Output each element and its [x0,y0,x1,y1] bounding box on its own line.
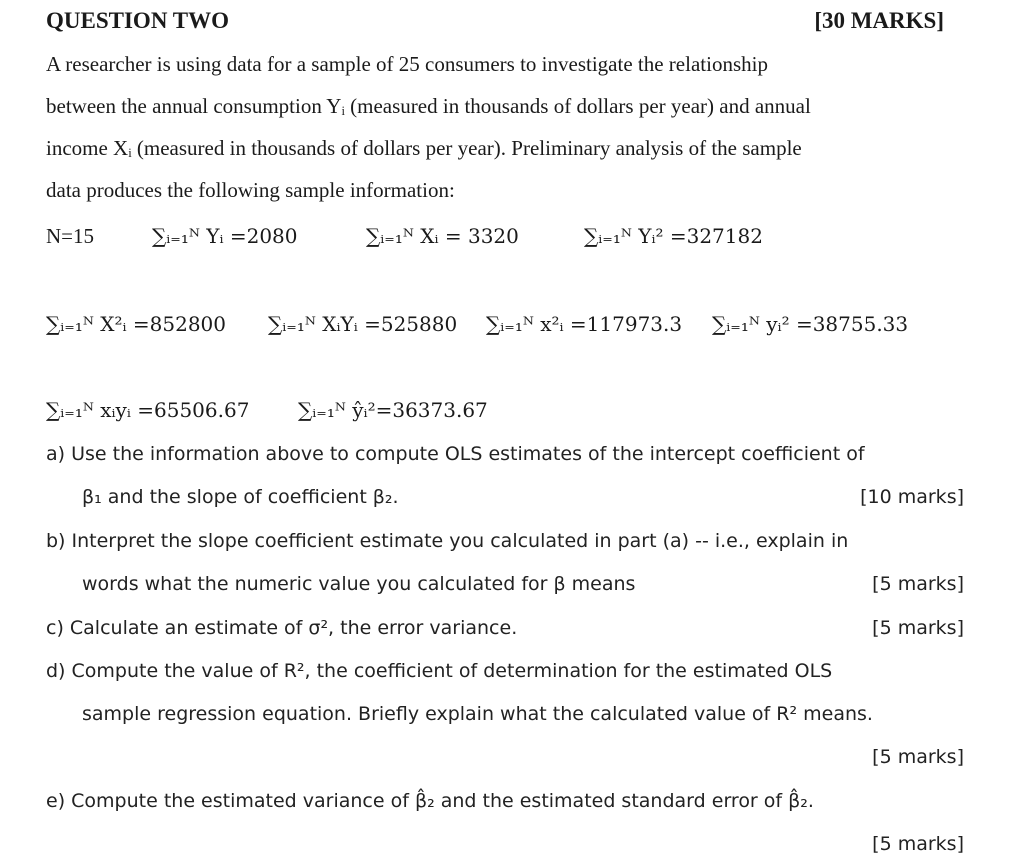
intro-line-3: income Xᵢ (measured in thousands of dollars per year). Preliminary analysis of the sample [46,136,802,160]
stat-sum-y: ∑ᵢ₌₁ᴺ Yᵢ =2080 [152,224,298,248]
total-marks: [30 MARKS] [814,8,944,33]
question-c-line-1: c) Calculate an estimate of σ², the error variance. [46,617,518,639]
question-a-line-1: a) Use the information above to compute OLS estimates of the intercept coefficient of [46,443,865,465]
stat-sum-x: ∑ᵢ₌₁ᴺ Xᵢ = 3320 [366,224,519,248]
stat-n: N=15 [46,224,95,248]
question-title: QUESTION TWO [46,8,229,33]
intro-line-1: A researcher is using data for a sample of 25 consumers to investigate the relationship [46,52,768,76]
intro-line-4: data produces the following sample information: [46,178,455,202]
question-d-line-1: d) Compute the value of R², the coefficient of determination for the estimated OLS [46,660,833,682]
intro-line-2: between the annual consumption Yᵢ (measured in thousands of dollars per year) and annual [46,94,811,118]
question-d-marks: [5 marks] [872,746,964,768]
stat-sum-dev-x-squared: ∑ᵢ₌₁ᴺ x²ᵢ =117973.3 [486,312,683,336]
question-b-line-1: b) Interpret the slope coefficient estimate you calculated in part (a) -- i.e., explain in [46,530,849,552]
stat-sum-xy: ∑ᵢ₌₁ᴺ XᵢYᵢ =525880 [268,312,458,336]
question-e-line-1: e) Compute the estimated variance of β̂₂ and the estimated standard error of β̂₂. [46,790,814,812]
stat-sum-x-squared: ∑ᵢ₌₁ᴺ X²ᵢ =852800 [46,312,226,336]
question-e-marks: [5 marks] [872,833,964,855]
stat-sum-y-squared: ∑ᵢ₌₁ᴺ Yᵢ² =327182 [584,224,763,248]
stat-sum-dev-xy: ∑ᵢ₌₁ᴺ xᵢyᵢ =65506.67 [46,398,250,422]
question-d-line-2: sample regression equation. Briefly explain what the calculated value of R² means. [82,703,873,725]
question-c-marks: [5 marks] [872,617,964,639]
question-a-marks: [10 marks] [860,486,964,508]
question-b-line-2: words what the numeric value you calculated for β means [82,573,636,595]
question-b-marks: [5 marks] [872,573,964,595]
stat-sum-dev-y-squared: ∑ᵢ₌₁ᴺ yᵢ² =38755.33 [712,312,909,336]
stat-sum-yhat-squared: ∑ᵢ₌₁ᴺ ŷᵢ²=36373.67 [298,398,488,422]
question-a-line-2: β₁ and the slope of coefficient β₂. [82,486,399,508]
